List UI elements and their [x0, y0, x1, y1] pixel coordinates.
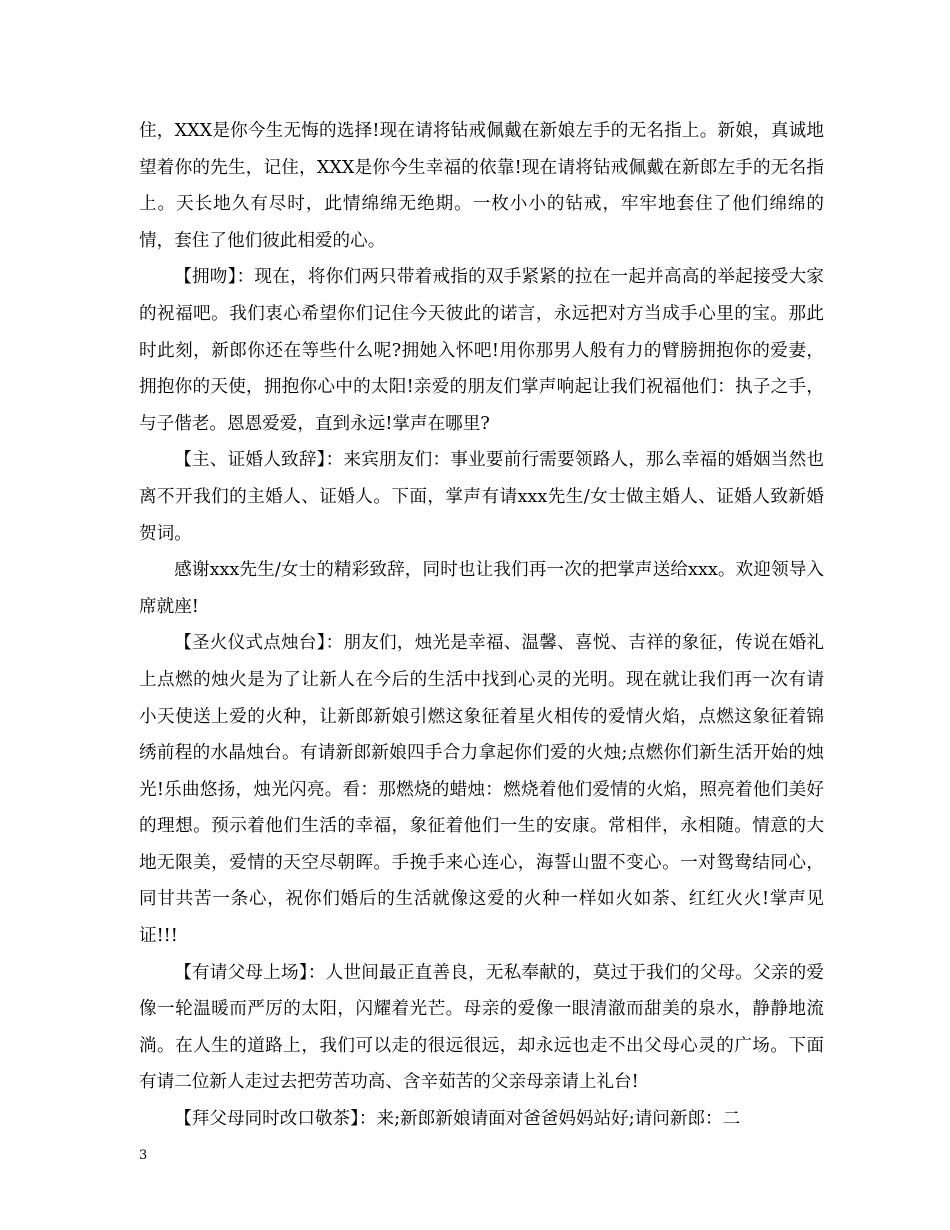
paragraph-officiant-speech: 【主、证婚人致辞】：来宾朋友们：事业要前行需要领路人，那么幸福的婚姻当然也离不开我们的主婚人、证婚人。下面，掌声有请xxx先生/女士做主婚人、证婚人致新婚贺词。 [139, 450, 824, 544]
paragraph-kiss: 【拥吻】：现在，将你们两只带着戒指的双手紧紧的拉在一起并高高的举起接受大家的祝福吧。我们衷心希望你们记住今天彼此的诺言，永远把对方当成手心里的宝。那此时此刻，新郎你还在等些什么呢?拥她入怀吧!用你那男人般有力的臂膀拥抱你的爱妻，拥抱你的天使，拥抱你心中的太阳!亲爱的朋友们掌声响起让我们祝福他们：执子之手，与子偕老。恩恩爱爱，直到永远!掌声在哪里? [139, 267, 824, 434]
paragraph-thanks: 感谢xxx先生/女士的精彩致辞，同时也让我们再一次的把掌声送给xxx。欢迎领导入席就座! [139, 560, 824, 617]
body-text [139, 113, 824, 1138]
paragraph-parents-entrance: 【有请父母上场】：人世间最正直善良，无私奉献的，莫过于我们的父母。父亲的爱像一轮温暖而严厉的太阳，闪耀着光芒。母亲的爱像一眼清澈而甜美的泉水，静静地流淌。在人生的道路上，我们可以走的很远很远，却永远也走不出父母心灵的广场。下面有请二位新人走过去把劳苦功高、含辛茹苦的父亲母亲请上礼台! [139, 962, 824, 1093]
paragraph-candle-ceremony: 【圣火仪式点烛台】：朋友们，烛光是幸福、温馨、喜悦、吉祥的象征，传说在婚礼上点燃的烛火是为了让新人在今后的生活中找到心灵的光明。现在就让我们再一次有请小天使送上爱的火种，让新郎新娘引燃这象征着星火相传的爱情火焰，点燃这象征着锦绣前程的水晶烛台。有请新郎新娘四手合力拿起你们爱的火烛;点燃你们新生活开始的烛光!乐曲悠扬，烛光闪亮。看：那燃烧的蜡烛：燃烧着他们爱情的火焰，照亮着他们美好的理想。预示着他们生活的幸福，象征着他们一生的安康。常相伴，永相随。情意的大地无限美，爱情的天空尽朝晖。手挽手来心连心，海誓山盟不变心。一对鸳鸯结同心，同甘共苦一条心，祝你们婚后的生活就像这爱的火种一样如火如荼、红红火火!掌声见证!!! [139, 633, 824, 947]
page-number: 3 [139, 1148, 148, 1163]
paragraph-tea-ceremony: 【拜父母同时改口敬茶】：来;新郎新娘请面对爸爸妈妈站好;请问新郎：二 [174, 1109, 741, 1130]
paragraph-ring-exchange: 住，XXX是你今生无悔的选择!现在请将钻戒佩戴在新娘左手的无名指上。新娘，真诚地望着你的先生，记住，XXX是你今生幸福的依靠!现在请将钻戒佩戴在新郎左手的无名指上。天长地久有尽时，此情绵绵无绝期。一枚小小的钻戒，牢牢地套住了他们绵绵的情，套住了他们彼此相爱的心。 [139, 121, 824, 251]
